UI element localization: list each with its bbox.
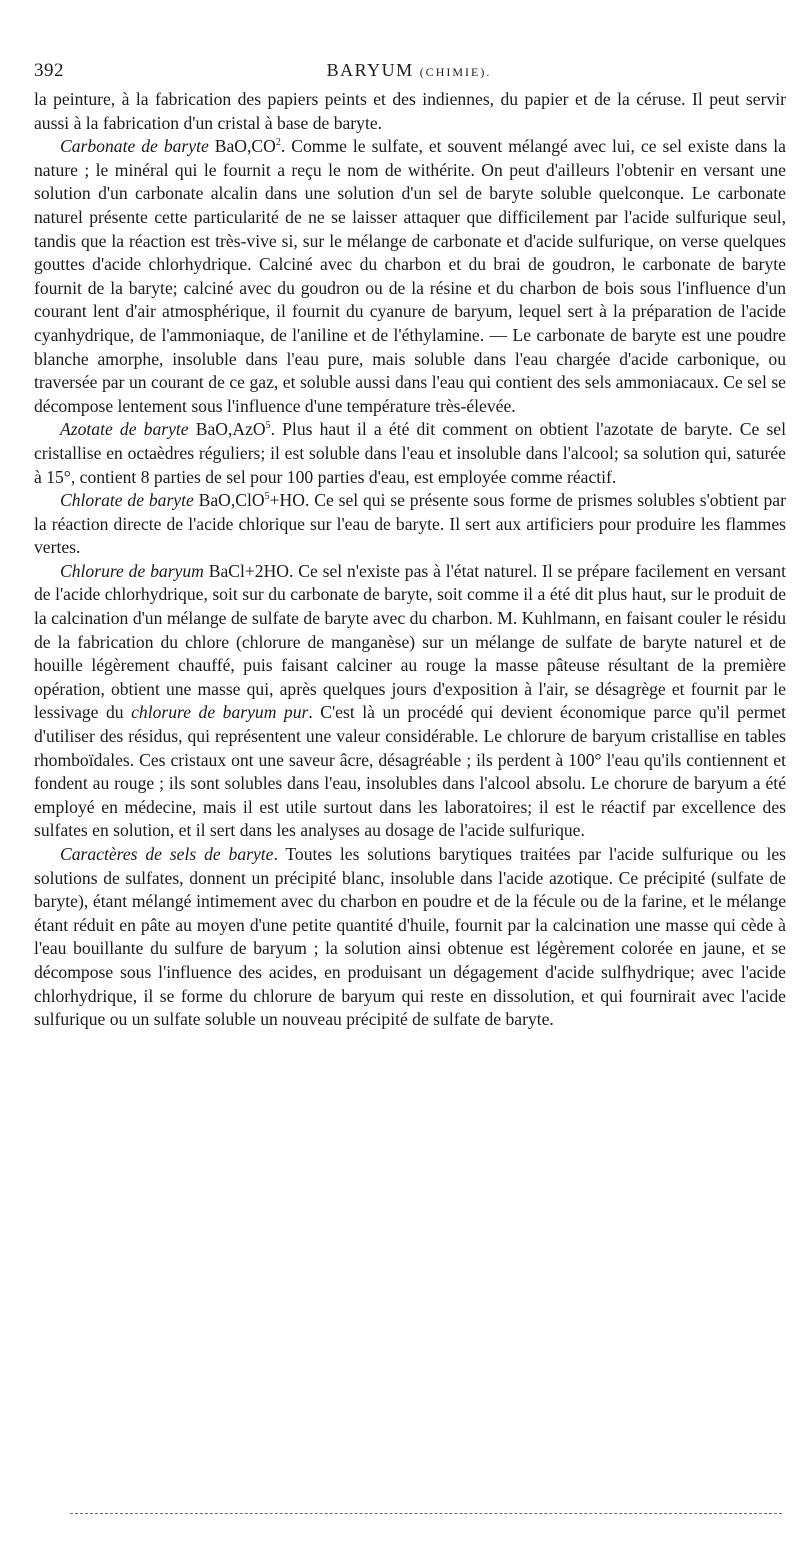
paragraph-text: . Ce sel qui se présente sous forme de prismes solubles s'obtient par la réaction directe de l'acide chlorique sur l'eau de baryte. Il sert aux artificiers pour produire les flammes vertes. — [34, 490, 786, 558]
paragraph-text: . Plus haut il a été dit comment on obtient l'azotate de baryte. Ce sel cristallise en octaèdres réguliers; il est soluble dans l'eau et insoluble dans l'alcool; sa solution qui, saturée à 15°, contient 8 parties de sel pour 100 parties d'eau, est employée comme réactif. — [34, 419, 786, 487]
formula-superscript: 5 — [264, 491, 270, 503]
paragraph-text: . C'est là un procédé qui devient économique parce qu'il permet d'utiliser des résidus, qui représentent une valeur considérable. Le chlorure de baryum cristallise en tables rhomboïdales. Ces cristaux ont une saveur âcre, désagréable ; ils perdent à 100° l'eau qu'ils contiennent et fondent au rouge ; ils sont solubles dans l'eau, insolubles dans l'alcool absolu. Le chorure de baryum a été employé en médecine, mais il est utile surtout dans les laboratoires; il est le réactif par excellence des sulfates en solution, et il sert dans les analyses au dosage de l'acide sulfurique. — [34, 702, 786, 841]
chemical-formula: BaO,CO — [214, 136, 276, 157]
paragraph-chlorate — [34, 489, 786, 560]
paragraph-text: la peinture, à la fabrication des papiers peints et des indiennes, du papier et de la céruse. Il peut servir aussi à la fabrication d'un cristal à base de baryte. — [34, 89, 786, 133]
document-page — [22, 0, 786, 1553]
paragraph-heading: Azotate de baryte — [60, 419, 189, 440]
running-title — [34, 60, 784, 81]
formula-superscript: 5 — [265, 420, 271, 432]
body-text — [34, 88, 786, 1032]
running-header — [34, 60, 784, 84]
chemical-formula: BaO,AzO — [195, 419, 266, 440]
chemical-formula: BaCl+2HO — [208, 560, 290, 581]
paragraph-text: . Ce sel n'existe pas à l'état naturel. Il se prépare facilement en versant de l'acide chlorhydrique, soit sur du carbonate de baryte, soit comme il a été dit plus haut, sur le produit de la calcination d'un mélange de sulfate de baryte avec du charbon. M. Kuhlmann, en faisant couler le résidu de la fabrication du chlore (chlorure de manganèse) sur un mélange de sulfate de baryte naturel et de houille légèrement chauffé, puis faisant calciner au rouge la masse pâteuse résultant de la première opération, obtient une masse qui, après quelques jours d'exposition à l'air, se désagrège et fournit par le lessivage du — [34, 560, 786, 723]
chemical-formula: BaO,ClO — [198, 490, 265, 511]
running-title-section: (CHIMIE). — [419, 65, 492, 79]
italic-term: chlorure de baryum pur — [131, 702, 309, 723]
paragraph-heading: Carbonate de baryte — [60, 136, 209, 157]
paragraph-azotate — [34, 418, 786, 489]
paragraph-heading: Chlorure de baryum — [60, 560, 204, 581]
paragraph-carbonate — [34, 135, 786, 418]
running-title-main: BARYUM — [326, 60, 414, 80]
formula-superscript: 2 — [275, 137, 281, 149]
paragraph-caracteres — [34, 843, 786, 1032]
paragraph-heading: Chlorate de baryte — [60, 490, 194, 511]
paragraph-text: . Toutes les solutions barytiques traitées par l'acide sulfurique ou les solutions de sulfates, donnent un précipité blanc, insoluble dans l'acide azotique. Ce précipité (sulfate de baryte), étant mélangé intimement avec du charbon en poudre et de la fécule ou de la farine, et le mélange étant réduit en pâte au moyen d'une petite quantité d'huile, fournit par la calcination une masse qui cède à l'eau bouillante du sulfure de baryum ; la solution ainsi obtenue est légèrement colorée en jaune, et se décompose sous l'influence des acides, en produisant un dégagement d'acide sulfhydrique; avec l'acide chlorhydrique, il se forme du chlorure de baryum qui reste en dissolution, et qui fournirait avec l'acide sulfurique ou un sulfate soluble un nouveau précipité de sulfate de baryte. — [34, 844, 786, 1030]
chemical-formula-tail: +HO — [269, 490, 305, 511]
paragraph-heading: Caractères de sels de baryte — [60, 844, 274, 864]
paragraph-text: . Comme le sulfate, et souvent mélangé avec lui, ce sel existe dans la nature ; le minéral qui le fournit a reçu le nom de withérite. On peut d'ailleurs l'obtenir en versant une solution d'un carbonate alcalin dans une solution d'un sel de baryte soluble quelconque. Le carbonate naturel présente cette particularité de ne se laisser attaquer que difficilement par l'acide sulfurique seul, tandis que la réaction est très-vive si, sur le mélange de carbonate et d'acide sulfurique, on verse quelques gouttes d'acide chlorhydrique. Calciné avec du charbon et du brai de goudron, le carbonate de baryte fournit de la baryte; calciné avec du goudron ou de la résine et du charbon de bois sous l'influence d'un courant lent d'air atmosphérique, il fournit du cyanure de baryum, lequel sert à la préparation de l'acide cyanhydrique, de l'ammoniaque, de l'aniline et de l'éthylamine. — Le carbonate de baryte est une poudre blanche amorphe, insoluble dans l'eau pure, mais soluble dans l'eau chargée d'acide carbonique, ou traversée par un courant de ce gaz, et soluble aussi dans l'eau qui contient des sels ammoniacaux. Ce sel se décompose lentement sous l'influence d'une température très-élevée. — [34, 136, 786, 416]
paragraph-chlorure — [34, 560, 786, 843]
paragraph-continuation — [34, 88, 786, 135]
footer-rule — [70, 1513, 782, 1514]
page-number: 392 — [34, 60, 64, 81]
